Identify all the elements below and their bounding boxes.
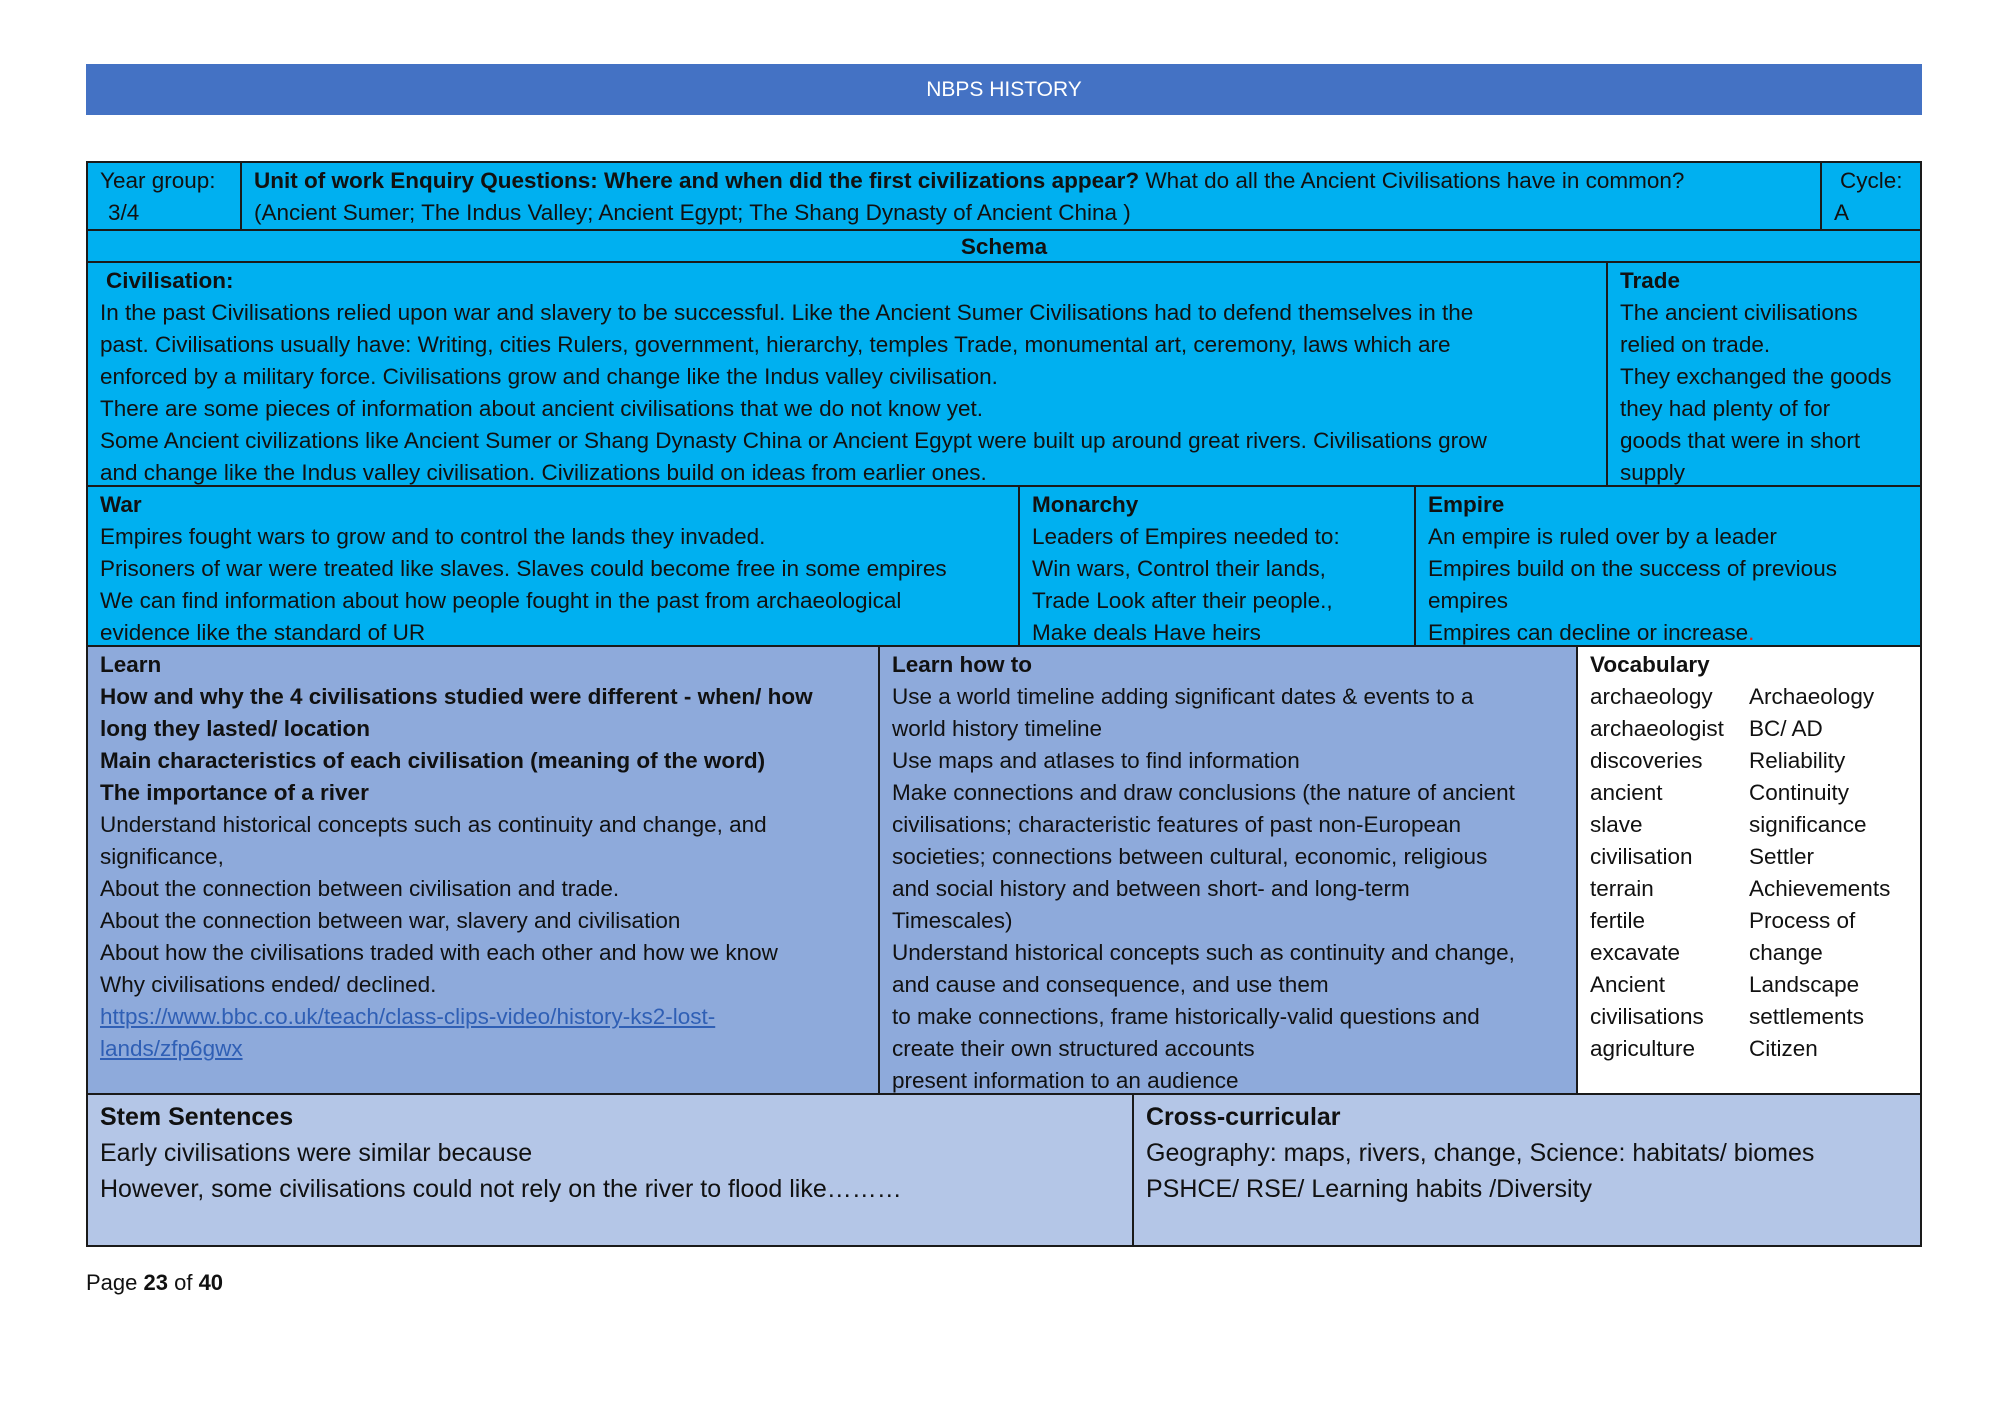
civilisation-line: Some Ancient civilizations like Ancient Sumer or Shang Dynasty China or Ancient Egypt were built up around great rivers. Civilisations grow [100, 428, 1487, 453]
of-word: of [167, 1270, 199, 1295]
vocab-word: Process of [1749, 908, 1856, 933]
vocabulary-column-1 [1590, 681, 1749, 1065]
vocab-word: archaeology [1590, 684, 1713, 709]
stem-sentences-cell [88, 1093, 1132, 1245]
learn-key-line: How and why the 4 civilisations studied were different - when/ how [100, 684, 813, 709]
war-line: Empires fought wars to grow and to control the lands they invaded. [100, 524, 766, 549]
war-line: Prisoners of war were treated like slaves. Slaves could become free in some empires [100, 556, 947, 581]
learn-line: About the connection between war, slavery and civilisation [100, 908, 681, 933]
page-total: 40 [198, 1270, 224, 1295]
learn-how-heading: Learn how to [892, 652, 1032, 677]
civilisation-line: enforced by a military force. Civilisations grow and change like the Indus valley civilisation. [100, 364, 998, 389]
page-word: Page [86, 1270, 144, 1295]
year-group-value: 3/4 [108, 200, 140, 225]
trade-line: The ancient civilisations [1620, 300, 1858, 325]
learn-how-line: civilisations; characteristic features of past non-European [892, 812, 1462, 837]
vocab-word: change [1749, 940, 1823, 965]
banner-title: NBPS HISTORY [926, 77, 1082, 101]
vocab-word: Landscape [1749, 972, 1860, 997]
vocab-word: civilisation [1590, 844, 1693, 869]
monarchy-line: Win wars, Control their lands, [1032, 556, 1326, 581]
vocab-word: significance [1749, 812, 1867, 837]
vocab-word: Reliability [1749, 748, 1846, 773]
vocab-word: civilisations [1590, 1004, 1704, 1029]
cross-curricular-line: Geography: maps, rivers, change, Science: habitats/ biomes [1146, 1139, 1815, 1167]
page-number: 23 [143, 1270, 168, 1295]
learn-key-line: Main characteristics of each civilisation (meaning of the word) [100, 748, 766, 773]
vocab-word: terrain [1590, 876, 1654, 901]
vocab-word: BC/ AD [1749, 716, 1823, 741]
trade-line: They exchanged the goods [1620, 364, 1892, 389]
vocab-word: agriculture [1590, 1036, 1696, 1061]
enquiry-question-rest: What do all the Ancient Civilisations have in common? [1139, 168, 1685, 193]
trade-heading: Trade [1620, 268, 1681, 293]
vocab-word: slave [1590, 812, 1643, 837]
vocab-word: Achievements [1749, 876, 1891, 901]
vocabulary-columns [1590, 681, 1908, 1065]
learn-how-line: create their own structured accounts [892, 1036, 1255, 1061]
empire-line: An empire is ruled over by a leader [1428, 524, 1777, 549]
vocabulary-cell [1576, 645, 1920, 1095]
schema-heading: Schema [960, 234, 1048, 259]
curriculum-table [86, 161, 1922, 1247]
learn-how-line: to make connections, frame historically-valid questions and [892, 1004, 1480, 1029]
learn-how-line: Use maps and atlases to find information [892, 748, 1300, 773]
year-group-cell [88, 163, 240, 231]
vocabulary-heading: Vocabulary [1590, 652, 1710, 677]
trade-line: relied on trade. [1620, 332, 1771, 357]
learn-heading: Learn [100, 652, 162, 677]
vocab-word: archaeologist [1590, 716, 1724, 741]
learn-line: About how the civilisations traded with each other and how we know [100, 940, 778, 965]
learn-cell [88, 645, 878, 1095]
cross-curricular-cell [1132, 1093, 1920, 1245]
monarchy-cell [1018, 485, 1414, 647]
empire-heading: Empire [1428, 492, 1505, 517]
page-footer [86, 1270, 223, 1296]
empire-line: Empires can decline or increase [1428, 620, 1749, 645]
stem-line: However, some civilisations could not rely on the river to flood like……… [100, 1175, 902, 1203]
learn-how-line: Use a world timeline adding significant dates & events to a [892, 684, 1474, 709]
vocab-word: Settler [1749, 844, 1815, 869]
learn-how-line: world history timeline [892, 716, 1103, 741]
trade-cell [1606, 261, 1920, 487]
cycle-value: A [1834, 200, 1850, 225]
learn-line: About the connection between civilisation and trade. [100, 876, 620, 901]
vocab-word: discoveries [1590, 748, 1703, 773]
civilisation-line: past. Civilisations usually have: Writing, cities Rulers, government, hierarchy, temples Trade, monumental art, ceremony, laws which are [100, 332, 1451, 357]
learn-how-line: present information to an audience [892, 1068, 1239, 1093]
civilisation-line: and change like the Indus valley civilisation. Civilizations build on ideas from earlier ones. [100, 460, 987, 485]
civilisation-line: In the past Civilisations relied upon war and slavery to be successful. Like the Ancient Sumer Civilisations had to defend themselves in the [100, 300, 1474, 325]
cycle-cell [1820, 163, 1920, 231]
cross-curricular-line: PSHCE/ RSE/ Learning habits /Diversity [1146, 1175, 1593, 1203]
learn-how-line: societies; connections between cultural, economic, religious [892, 844, 1488, 869]
civilisation-heading: Civilisation: [106, 268, 234, 293]
stem-line: Early civilisations were similar because [100, 1139, 533, 1167]
trade-line: they had plenty of for [1620, 396, 1831, 421]
vocab-word: ancient [1590, 780, 1663, 805]
trade-line: supply [1620, 460, 1686, 485]
empire-line: Empires build on the success of previous [1428, 556, 1837, 581]
schema-heading-cell [88, 229, 1920, 263]
monarchy-line: Trade Look after their people., [1032, 588, 1333, 613]
learn-how-cell [878, 645, 1576, 1095]
vocab-word: settlements [1749, 1004, 1865, 1029]
learn-how-line: Timescales) [892, 908, 1013, 933]
vocab-word: fertile [1590, 908, 1646, 933]
vocabulary-column-2 [1749, 681, 1908, 1065]
war-line: evidence like the standard of UR [100, 620, 426, 645]
enquiry-question-bold: Unit of work Enquiry Questions: Where and when did the first civilizations appear? [254, 168, 1140, 193]
empire-line: empires [1428, 588, 1509, 613]
war-heading: War [100, 492, 142, 517]
empire-cell [1414, 485, 1920, 647]
learn-key-line: The importance of a river [100, 780, 369, 805]
monarchy-line: Leaders of Empires needed to: [1032, 524, 1340, 549]
learn-key-line: long they lasted/ location [100, 716, 371, 741]
civilisation-line: There are some pieces of information about ancient civilisations that we do not know yet. [100, 396, 983, 421]
bbc-resource-link[interactable] [100, 1001, 866, 1065]
vocab-word: Citizen [1749, 1036, 1818, 1061]
learn-how-line: and social history and between short- and long-term [892, 876, 1410, 901]
war-line: We can find information about how people fought in the past from archaeological [100, 588, 902, 613]
cross-curricular-heading: Cross-curricular [1146, 1103, 1341, 1131]
vocab-word: Ancient [1590, 972, 1666, 997]
trade-line: goods that were in short [1620, 428, 1861, 453]
bbc-link-line[interactable]: lands/zfp6gwx [100, 1036, 243, 1061]
enquiry-civilisations-list: (Ancient Sumer; The Indus Valley; Ancient Egypt; The Shang Dynasty of Ancient China ) [254, 200, 1131, 225]
monarchy-heading: Monarchy [1032, 492, 1139, 517]
vocab-word: Archaeology [1749, 684, 1875, 709]
monarchy-line: Make deals Have heirs [1032, 620, 1261, 645]
learn-line: significance, [100, 844, 224, 869]
learn-how-line: Understand historical concepts such as continuity and change, [892, 940, 1515, 965]
vocab-word: excavate [1590, 940, 1681, 965]
year-group-label: Year group: [100, 168, 216, 193]
page-banner [86, 64, 1922, 115]
bbc-link-line[interactable]: https://www.bbc.co.uk/teach/class-clips-video/history-ks2-lost- [100, 1004, 716, 1029]
empire-trailing-dot: . [1748, 620, 1755, 645]
enquiry-question-cell [240, 163, 1820, 231]
learn-how-line: Make connections and draw conclusions (the nature of ancient [892, 780, 1515, 805]
learn-line: Understand historical concepts such as continuity and change, and [100, 812, 767, 837]
stem-heading: Stem Sentences [100, 1103, 294, 1131]
war-cell [88, 485, 1018, 647]
cycle-label: Cycle: [1840, 168, 1903, 193]
learn-how-line: and cause and consequence, and use them [892, 972, 1329, 997]
learn-line: Why civilisations ended/ declined. [100, 972, 437, 997]
vocab-word: Continuity [1749, 780, 1850, 805]
civilisation-cell [88, 261, 1606, 487]
